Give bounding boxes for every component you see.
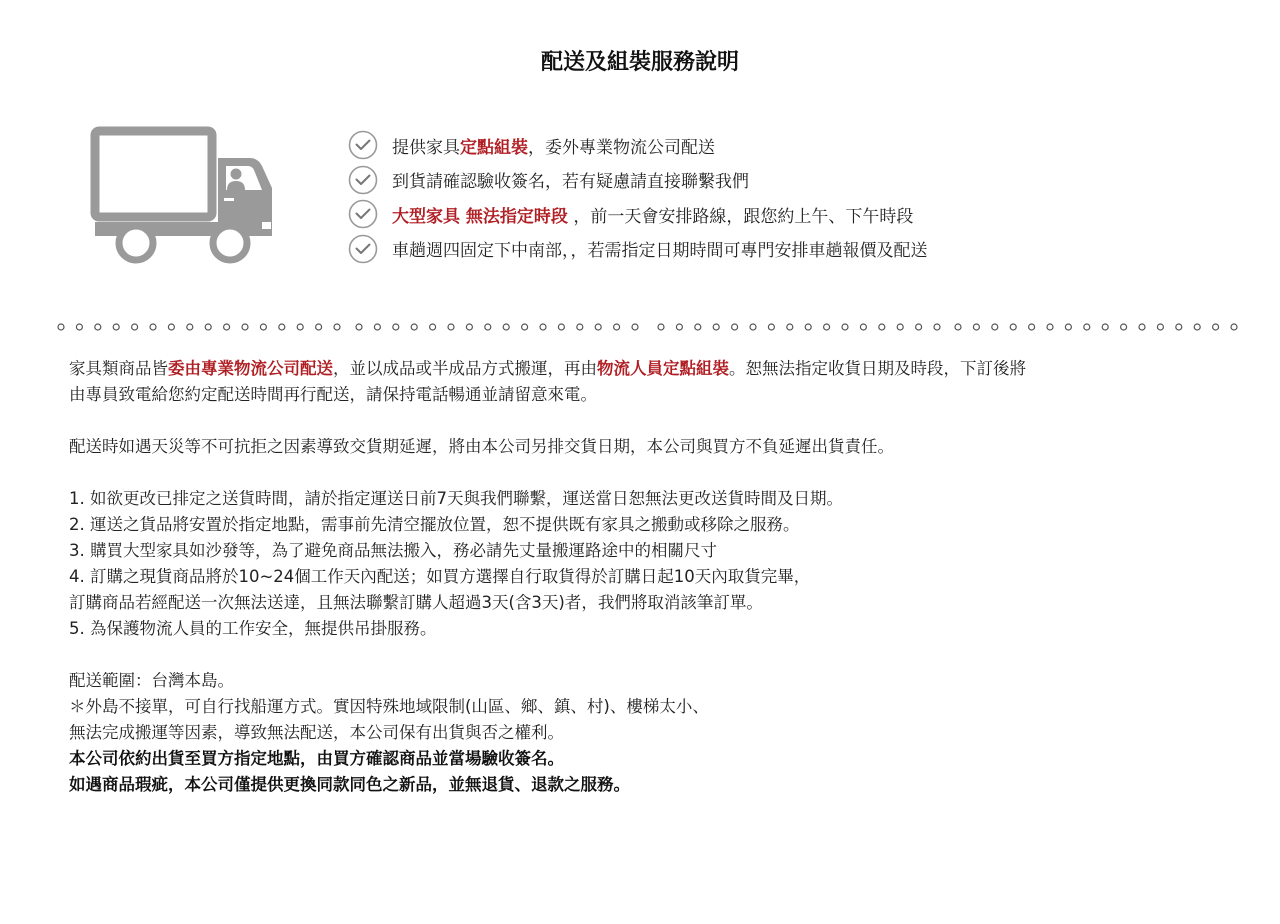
check-circle-icon	[348, 199, 378, 229]
divider-dot	[448, 324, 454, 330]
divider-dot	[393, 324, 399, 330]
divider-dot	[1157, 324, 1163, 330]
divider-dot	[1139, 324, 1145, 330]
divider-dot	[168, 324, 174, 330]
divider-dot	[860, 324, 866, 330]
divider-dot	[356, 324, 362, 330]
divider-dot	[334, 324, 340, 330]
divider-dot	[632, 324, 638, 330]
divider-dot	[1084, 324, 1090, 330]
check-circle-icon	[348, 165, 378, 195]
divider-dot	[1029, 324, 1035, 330]
divider-dot	[95, 324, 101, 330]
divider-dot	[374, 324, 380, 330]
feature-item	[348, 197, 1248, 232]
feature-list	[348, 128, 1248, 266]
divider-dot	[614, 324, 620, 330]
divider-dot	[1010, 324, 1016, 330]
feature-item	[348, 163, 1248, 198]
divider-dot	[1102, 324, 1108, 330]
divider-dot	[205, 324, 211, 330]
divider-dot	[224, 324, 230, 330]
divider-dot	[1121, 324, 1127, 330]
divider-dot	[113, 324, 119, 330]
divider-dot	[411, 324, 417, 330]
force-majeure-note: 配送時如遇天災等不可抗拒之因素導致交貨期延遲，將由本公司另排交貨日期，本公司與買方不負延遲出貨責任。	[69, 437, 894, 456]
divider-dot	[503, 324, 509, 330]
rule-item: 4. 訂購之現貨商品將於10~24個工作天內配送；如買方選擇自行取貨得於訂購日起10天內取貨完畢，	[69, 567, 811, 586]
divider-dot	[805, 324, 811, 330]
check-circle-icon	[348, 130, 378, 160]
rule-item: 5. 為保護物流人員的工作安全，無提供吊掛服務。	[69, 619, 437, 638]
divider-dot	[732, 324, 738, 330]
divider-dot	[1194, 324, 1200, 330]
divider-dot	[897, 324, 903, 330]
check-circle-icon	[348, 234, 378, 264]
divider-dot	[430, 324, 436, 330]
feature-item	[348, 128, 1248, 163]
divider-dot	[132, 324, 138, 330]
divider-dot	[242, 324, 248, 330]
feature-text: 大型家具 無法指定時段 ，前一天會安排路線，跟您約上午、下午時段	[392, 206, 914, 227]
divider-dot	[595, 324, 601, 330]
divider-dot	[260, 324, 266, 330]
divider-dot	[58, 324, 64, 330]
divider-dot	[768, 324, 774, 330]
bold-note: 本公司依約出貨至買方指定地點，由買方確認商品並當場驗收簽名。	[69, 749, 564, 768]
divider-dot	[824, 324, 830, 330]
divider-dot	[1047, 324, 1053, 330]
divider-dot	[916, 324, 922, 330]
bold-note: 如遇商品瑕疵，本公司僅提供更換同款同色之新品，並無退貨、退款之服務。	[69, 775, 630, 794]
divider-dot	[558, 324, 564, 330]
rule-item: 3. 購買大型家具如沙發等，為了避免商品無法搬入，務必請先丈量搬運路途中的相關尺寸	[69, 541, 717, 560]
divider-dot	[1065, 324, 1071, 330]
rule-item: 1. 如欲更改已排定之送貨時間，請於指定運送日前7天與我們聯繫，運送當日恕無法更改送貨時間及日期。	[69, 489, 843, 508]
rule-item: 2. 運送之貨品將安置於指定地點，需事前先清空擺放位置，恕不提供既有家具之搬動或移除之服務。	[69, 515, 800, 534]
divider-dot	[577, 324, 583, 330]
divider-dot	[1213, 324, 1219, 330]
rule-item: 訂購商品若經配送一次無法送達，且無法聯繫訂購人超過3天(含3天)者，我們將取消該筆訂單。	[69, 593, 763, 612]
intro-line-2: 由專員致電給您約定配送時間再行配送，請保持電話暢通並請留意來電。	[69, 385, 597, 404]
dotted-divider	[55, 321, 1245, 333]
divider-dot	[466, 324, 472, 330]
intro-line: 家具類商品皆委由專業物流公司配送，並以成品或半成品方式搬運，再由物流人員定點組裝。恕無法指定收貨日期及時段，下訂後將	[69, 359, 1026, 378]
divider-dot	[76, 324, 82, 330]
divider-dot	[316, 324, 322, 330]
feature-text: 提供家具定點組裝，委外專業物流公司配送	[392, 137, 715, 158]
scope-line: ＊外島不接單，可自行找船運方式。實因特殊地域限制(山區、鄉、鎮、村)、樓梯太小、	[69, 697, 709, 716]
divider-dot	[955, 324, 961, 330]
divider-dot	[279, 324, 285, 330]
divider-dot	[150, 324, 156, 330]
divider-dot	[879, 324, 885, 330]
divider-dot	[750, 324, 756, 330]
divider-dot	[713, 324, 719, 330]
divider-dot	[695, 324, 701, 330]
feature-text: 車趟週四固定下中南部，，若需指定日期時間可專門安排車趟報價及配送	[392, 241, 928, 262]
feature-text: 到貨請確認驗收簽名，若有疑慮請直接聯繫我們	[392, 172, 749, 193]
divider-dot	[973, 324, 979, 330]
page-title: 配送及組裝服務說明	[540, 49, 739, 75]
divider-dot	[992, 324, 998, 330]
scope-line: 配送範圍：台灣本島。	[69, 671, 234, 690]
divider-dot	[842, 324, 848, 330]
divider-dot	[1176, 324, 1182, 330]
scope-line: 無法完成搬運等因素，導致無法配送，本公司保有出貨與否之權利。	[69, 723, 564, 742]
divider-dot	[522, 324, 528, 330]
divider-dot	[1231, 324, 1237, 330]
divider-dot	[187, 324, 193, 330]
divider-dot	[540, 324, 546, 330]
divider-dot	[934, 324, 940, 330]
divider-dot	[676, 324, 682, 330]
divider-dot	[297, 324, 303, 330]
shipping-notes	[69, 356, 1229, 798]
divider-dot	[485, 324, 491, 330]
feature-item	[348, 232, 1248, 267]
divider-dot	[787, 324, 793, 330]
divider-dot	[658, 324, 664, 330]
delivery-truck-icon	[90, 126, 274, 264]
